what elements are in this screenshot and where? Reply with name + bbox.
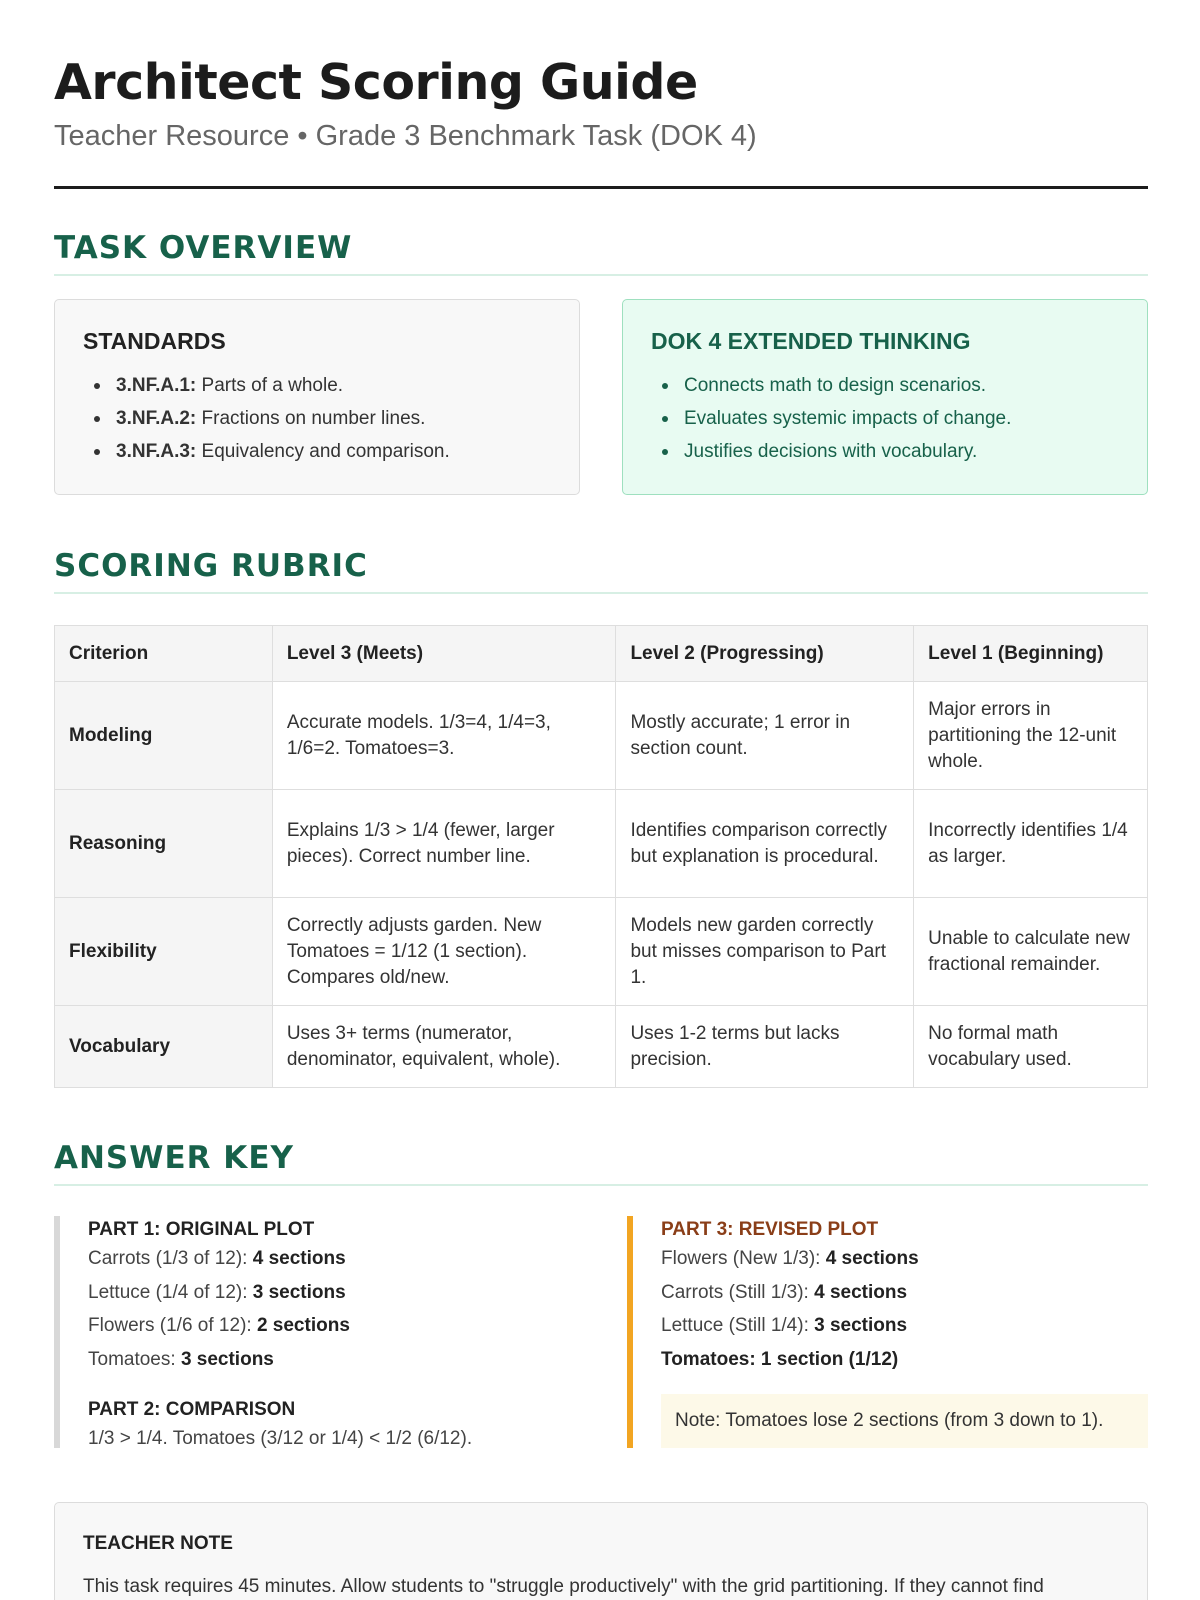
page-subtitle: Teacher Resource • Grade 3 Benchmark Task (DOK 4) [54,120,757,152]
table-cell: Major errors in partitioning the 12-unit whole. [914,682,1148,790]
criterion-cell: Reasoning [55,790,273,898]
answer-label: Flowers (New 1/3): [661,1248,826,1269]
answer-label: Carrots (Still 1/3): [661,1281,815,1303]
answer-line [88,1242,594,1276]
column-header: Criterion [55,626,273,682]
part3-title: PART 3: REVISED PLOT [661,1219,879,1240]
rubric-header-row [55,626,1148,682]
answer-line [88,1343,594,1377]
table-cell: Accurate models. 1/3=4, 1/4=3, 1/6=2. Tomatoes=3. [272,682,616,790]
standard-item [83,402,551,435]
answer-label: Carrots (1/3 of 12): [88,1248,253,1269]
title-divider [54,186,1148,189]
table-cell: Correctly adjusts garden. New Tomatoes = 1/12 (1 section). Compares old/new. [272,898,616,1006]
answer-key-heading: ANSWER KEY [54,1140,1148,1186]
standard-item [83,435,551,468]
table-row [55,1006,1148,1088]
dok-card [622,299,1148,495]
table-cell: Uses 3+ terms (numerator, denominator, equivalent, whole). [272,1006,616,1088]
standard-text: Equivalency and comparison. [196,441,450,462]
teacher-note-title: TEACHER NOTE [83,1533,233,1554]
answer-value: 4 sections [814,1281,908,1303]
answer-value: 4 sections [825,1248,919,1269]
standard-text: Fractions on number lines. [196,408,426,429]
answer-value: 4 sections [252,1248,346,1269]
standards-card [54,299,580,495]
part2-title: PART 2: COMPARISON [88,1399,296,1420]
table-cell: Explains 1/3 > 1/4 (fewer, larger pieces). Correct number line. [272,790,616,898]
standard-code: 3.NF.A.1: [116,375,197,396]
table-cell: Incorrectly identifies 1/4 as larger. [914,790,1148,898]
table-row [55,790,1148,898]
table-cell: Mostly accurate; 1 error in section count. [616,682,914,790]
spacer [88,1376,594,1396]
answer-value: 2 sections [256,1315,350,1336]
comparison-text: 1/3 > 1/4. Tomatoes (3/12 or 1/4) < 1/2 (6/12). [88,1428,473,1449]
scoring-rubric-heading: SCORING RUBRIC [54,548,1148,594]
table-cell: Models new garden correctly but misses comparison to Part 1. [616,898,914,1006]
dok-title: DOK 4 EXTENDED THINKING [651,328,971,354]
standard-code: 3.NF.A.2: [116,408,197,429]
criterion-cell: Flexibility [55,898,273,1006]
standard-text: Parts of a whole. [196,375,344,396]
dok-item: Connects math to design scenarios. [651,369,1119,402]
answer-line [88,1309,594,1343]
answer-value: 3 sections [252,1281,346,1303]
answer-label: Tomatoes: [88,1348,181,1370]
rubric-table [54,625,1148,1088]
answer-line [661,1242,1148,1276]
tomatoes-answer-line: Tomatoes: 1 section (1/12) [661,1348,899,1370]
standards-title: STANDARDS [83,328,226,354]
column-header: Level 2 (Progressing) [616,626,914,682]
teacher-note-text: This task requires 45 minutes. Allow students to "struggle productively" with the grid partitioning. If they cannot find [83,1576,1044,1597]
table-cell: Unable to calculate new fractional remainder. [914,898,1148,1006]
answer-value: 3 sections [814,1315,908,1336]
table-cell: Identifies comparison correctly but explanation is procedural. [616,790,914,898]
page-title: Architect Scoring Guide [54,54,698,111]
dok-list [651,369,1119,468]
column-header: Level 1 (Beginning) [914,626,1148,682]
answer-line [661,1276,1148,1310]
standard-code: 3.NF.A.3: [116,441,197,462]
answer-key-right-column [627,1216,1148,1448]
dok-item: Justifies decisions with vocabulary. [651,435,1119,468]
standard-item [83,369,551,402]
table-row [55,898,1148,1006]
criterion-cell: Vocabulary [55,1006,273,1088]
answer-key-left-column [54,1216,594,1448]
task-overview-heading: TASK OVERVIEW [54,230,1148,276]
answer-value: 3 sections [180,1348,274,1370]
answer-line [88,1276,594,1310]
tomatoes-note: Note: Tomatoes lose 2 sections (from 3 down to 1). [661,1394,1148,1448]
table-row [55,682,1148,790]
answer-line [661,1309,1148,1343]
table-cell: Uses 1-2 terms but lacks precision. [616,1006,914,1088]
column-header: Level 3 (Meets) [272,626,616,682]
table-cell: No formal math vocabulary used. [914,1006,1148,1088]
part1-title: PART 1: ORIGINAL PLOT [88,1219,315,1240]
answer-label: Flowers (1/6 of 12): [88,1315,257,1336]
teacher-note-box [54,1502,1148,1600]
criterion-cell: Modeling [55,682,273,790]
answer-label: Lettuce (Still 1/4): [661,1315,815,1336]
standards-list [83,369,551,468]
answer-label: Lettuce (1/4 of 12): [88,1281,253,1303]
dok-item: Evaluates systemic impacts of change. [651,402,1119,435]
